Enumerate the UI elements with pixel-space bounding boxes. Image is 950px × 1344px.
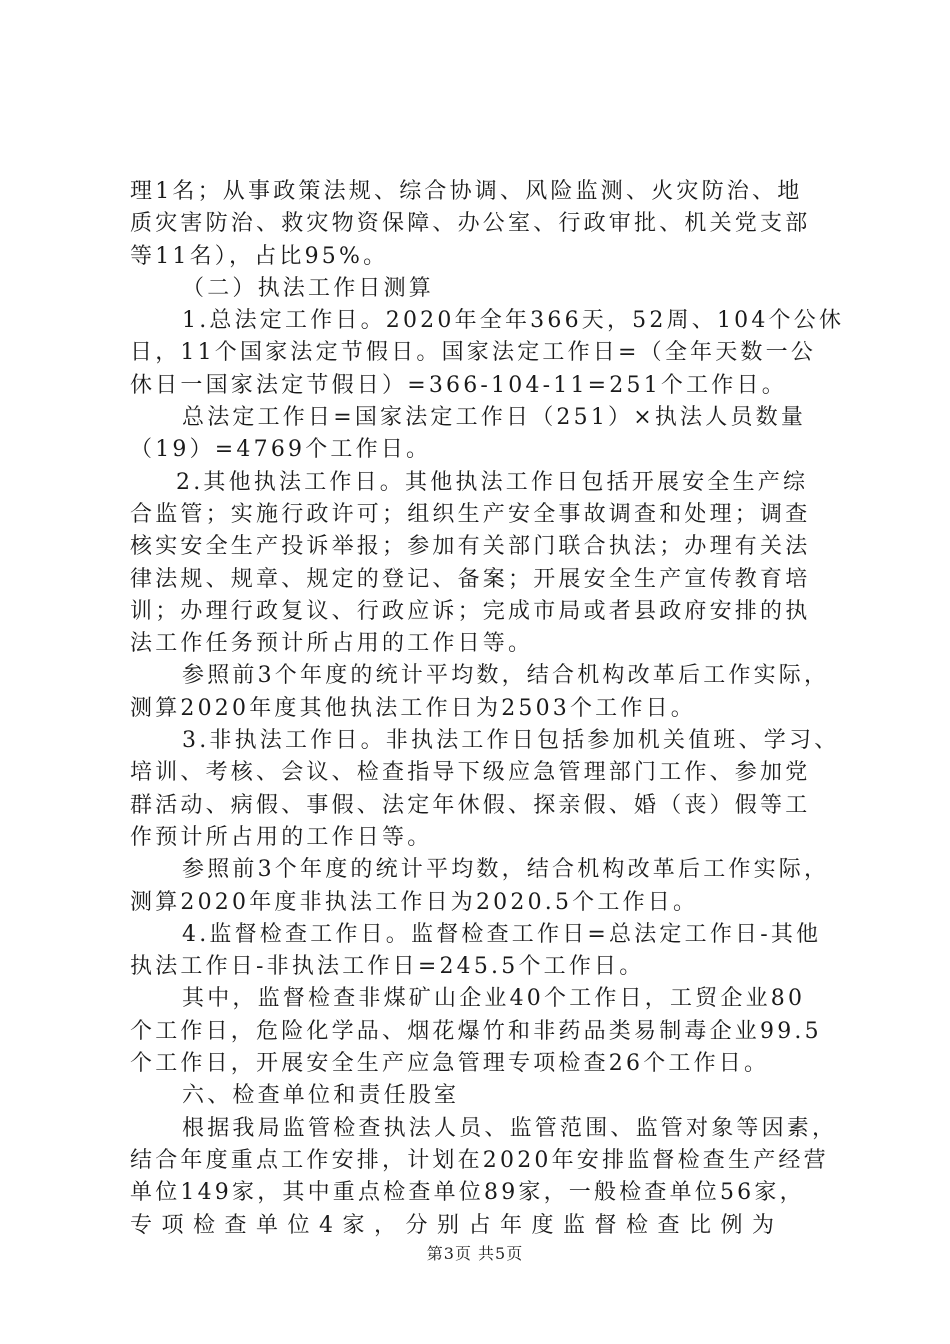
text-line: 个工作日，危险化学品、烟花爆竹和非药品类易制毒企业99.5 — [130, 1018, 822, 1044]
text-line: 结合年度重点工作安排，计划在2020年安排监督检查生产经营 — [130, 1147, 829, 1173]
text-line: 作预计所占用的工作日等。 — [130, 824, 433, 850]
text-line: 3.非执法工作日。非执法工作日包括参加机关值班、学习、 — [182, 728, 840, 754]
document-body — [130, 176, 845, 1242]
text-line: 测算2020年度非执法工作日为2020.5个工作日。 — [130, 889, 699, 915]
text-line: 总法定工作日=国家法定工作日（251）×执法人员数量 — [182, 405, 807, 431]
text-line: 法工作任务预计所占用的工作日等。 — [130, 631, 534, 657]
text-line: 参照前3个年度的统计平均数，结合机构改革后工作实际， — [182, 663, 830, 689]
text-line: 2.其他执法工作日。其他执法工作日包括开展安全生产综 — [176, 469, 809, 495]
text-line: 1.总法定工作日。2020年全年366天，52周、104个公休 — [182, 308, 845, 334]
text-line: 质灾害防治、救灾物资保障、办公室、行政审批、机关党支部 — [130, 211, 811, 237]
section-heading: 六、检查单位和责任股室 — [182, 1083, 460, 1109]
text-line: 执法工作日-非执法工作日=245.5个工作日。 — [130, 954, 645, 980]
text-line: 个工作日，开展安全生产应急管理专项检查26个工作日。 — [130, 1051, 770, 1077]
text-line: 训；办理行政复议、行政应诉；完成市局或者县政府安排的执 — [130, 598, 811, 624]
text-line: 理1名；从事政策法规、综合协调、风险监测、火灾防治、地 — [130, 179, 803, 204]
section-heading: （二）执法工作日测算 — [182, 275, 435, 301]
text-line: 律法规、规章、规定的登记、备案；开展安全生产宣传教育培 — [130, 566, 811, 592]
text-line: 测算2020年度其他执法工作日为2503个工作日。 — [130, 695, 696, 721]
text-line: 日，11个国家法定节假日。国家法定工作日=（全年天数一公 — [130, 340, 817, 366]
text-line: 专项检查单位4家，分别占年度监督检查比例为 — [130, 1212, 784, 1238]
page-footer: 第3页 共5页 — [426, 1244, 524, 1263]
text-line: 核实安全生产投诉举报；参加有关部门联合执法；办理有关法 — [130, 534, 811, 560]
text-line: 其中，监督检查非煤矿山企业40个工作日，工贸企业80 — [182, 986, 806, 1012]
text-line: 群活动、病假、事假、法定年休假、探亲假、婚（丧）假等工 — [130, 792, 811, 818]
text-line: 休日一国家法定节假日）=366-104-11=251个工作日。 — [130, 372, 787, 398]
text-line: 参照前3个年度的统计平均数，结合机构改革后工作实际， — [182, 857, 830, 883]
text-line: 根据我局监管检查执法人员、监管范围、监管对象等因素， — [182, 1115, 838, 1141]
text-line: （19）=4769个工作日。 — [130, 437, 432, 463]
text-line: 培训、考核、会议、检查指导下级应急管理部门工作、参加党 — [130, 760, 811, 786]
text-line: 合监管；实施行政许可；组织生产安全事故调查和处理；调查 — [130, 501, 811, 527]
text-line: 单位149家，其中重点检查单位89家，一般检查单位56家， — [130, 1180, 805, 1206]
text-line: 4.监督检查工作日。监督检查工作日=总法定工作日-其他 — [182, 921, 822, 947]
text-line: 等11名），占比95%。 — [130, 243, 389, 269]
